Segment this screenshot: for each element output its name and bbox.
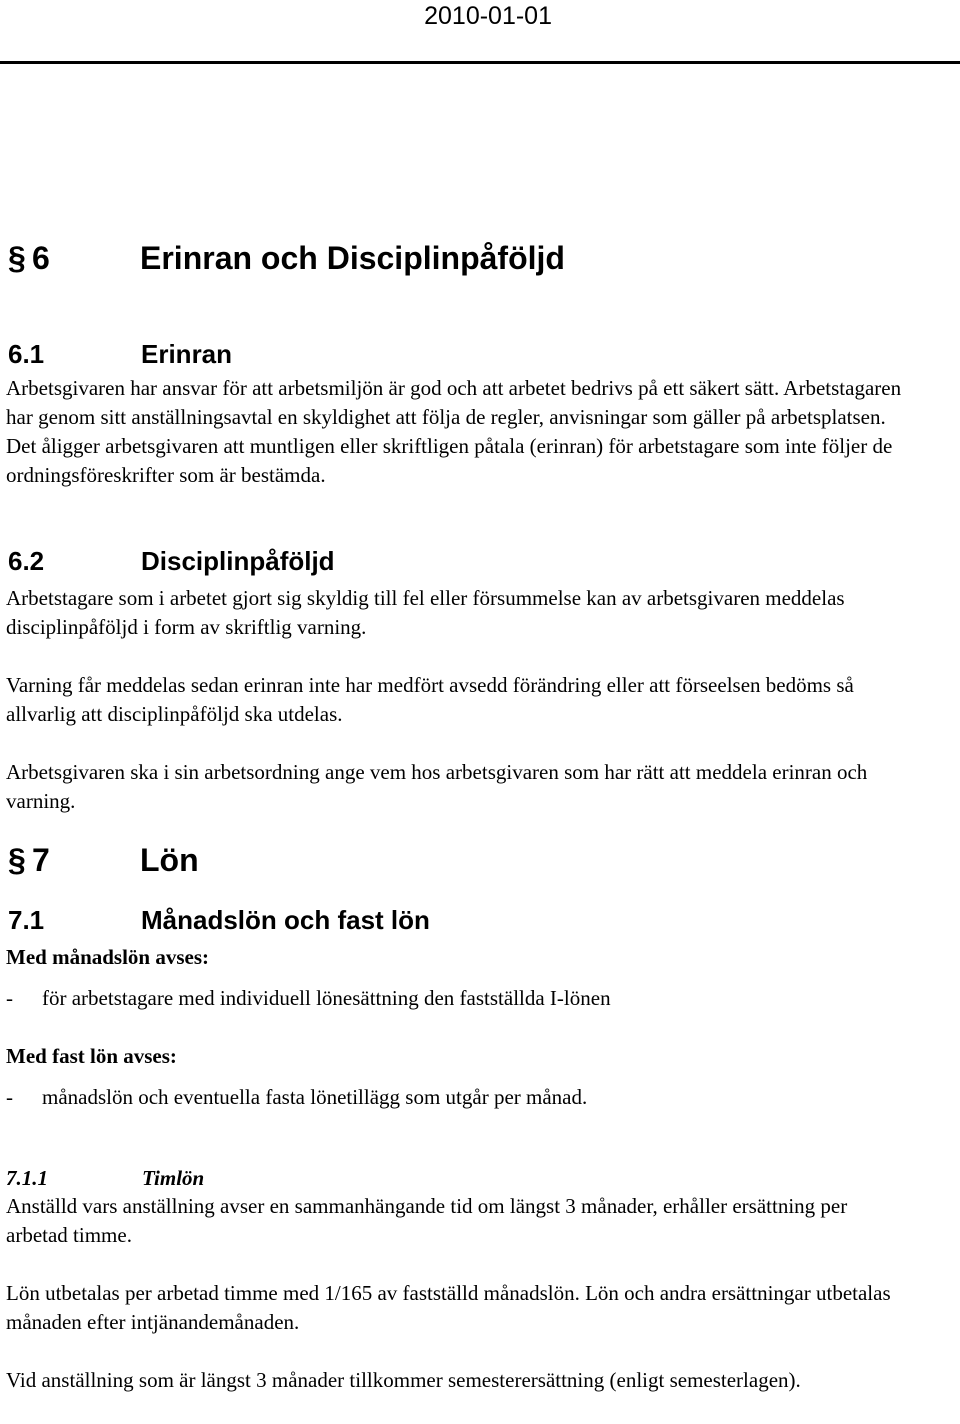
section-title: Timlön — [142, 1166, 205, 1190]
section-7-1-1-paragraph-2: Lön utbetalas per arbetad timme med 1/165 av fastställd månadslön. Lön och andra ersättningar utbetalas månaden efter intjänandemånaden. — [6, 1281, 891, 1334]
section-symbol: § — [8, 842, 26, 878]
section-6-heading — [8, 239, 565, 277]
section-7-1-1-paragraph-1: Anställd vars anställning avser en sammanhängande tid om längst 3 månader, erhåller ersättning per arbetad timme. — [6, 1194, 848, 1247]
section-number: 7 — [32, 842, 50, 878]
header-rule — [0, 61, 960, 64]
section-title: Erinran — [141, 339, 233, 369]
section-7-1-1-paragraph-3: Vid anställning som är längst 3 månader tillkommer semesterersättning (enligt semesterlagen). — [6, 1368, 801, 1392]
section-6-1-heading — [8, 338, 232, 370]
section-title: Lön — [140, 842, 199, 878]
section-6-2-heading — [8, 545, 335, 577]
section-7-1-heading — [8, 904, 430, 936]
section-7-heading — [8, 841, 199, 879]
list-dash: - — [6, 1085, 13, 1109]
section-6-2-paragraph-3: Arbetsgivaren ska i sin arbetsordning ange vem hos arbetsgivaren som har rätt att meddela erinran och varning. — [6, 760, 868, 813]
section-number: 7.1.1 — [6, 1166, 48, 1190]
section-number: 6 — [32, 240, 50, 276]
page-date: 2010-01-01 — [424, 2, 552, 30]
section-symbol: § — [8, 240, 26, 276]
section-number: 7.1 — [8, 905, 45, 935]
section-title: Disciplinpåföljd — [141, 546, 335, 576]
list-item-text: månadslön och eventuella fasta lönetillägg som utgår per månad. — [42, 1085, 588, 1109]
monthly-salary-label: Med månadslön avses: — [6, 945, 210, 969]
section-6-1-paragraph: Arbetsgivaren har ansvar för att arbetsmiljön är god och att arbetet bedrivs på ett säkert sätt. Arbetstagaren har genom sitt anställningsavtal en skyldighet att följa de regler, anvisningar som gäller på arbetsplatsen. Det åligger arbetsgivaren att muntligen eller skriftligen påtala (erinran) för arbetstagare som inte följer de ordningsföreskrifter som är bestämda. — [6, 376, 902, 487]
list-dash: - — [6, 986, 13, 1010]
monthly-salary-item — [6, 984, 611, 1013]
list-item-text: för arbetstagare med individuell lönesättning den fastställda I-lönen — [42, 986, 611, 1010]
section-title: Erinran och Disciplinpåföljd — [140, 240, 565, 276]
section-6-2-paragraph-1: Arbetstagare som i arbetet gjort sig skyldig till fel eller försummelse kan av arbetsgivaren meddelas disciplinpåföljd i form av skriftlig varning. — [6, 586, 845, 639]
fixed-salary-item — [6, 1083, 587, 1112]
section-7-1-1-heading — [6, 1164, 204, 1192]
section-title: Månadslön och fast lön — [141, 905, 430, 935]
section-number: 6.2 — [8, 546, 45, 576]
section-number: 6.1 — [8, 339, 45, 369]
section-6-2-paragraph-2: Varning får meddelas sedan erinran inte har medfört avsedd förändring eller att förseelsen bedöms så allvarlig att disciplinpåföljd ska utdelas. — [6, 673, 854, 726]
fixed-salary-label: Med fast lön avses: — [6, 1044, 177, 1068]
